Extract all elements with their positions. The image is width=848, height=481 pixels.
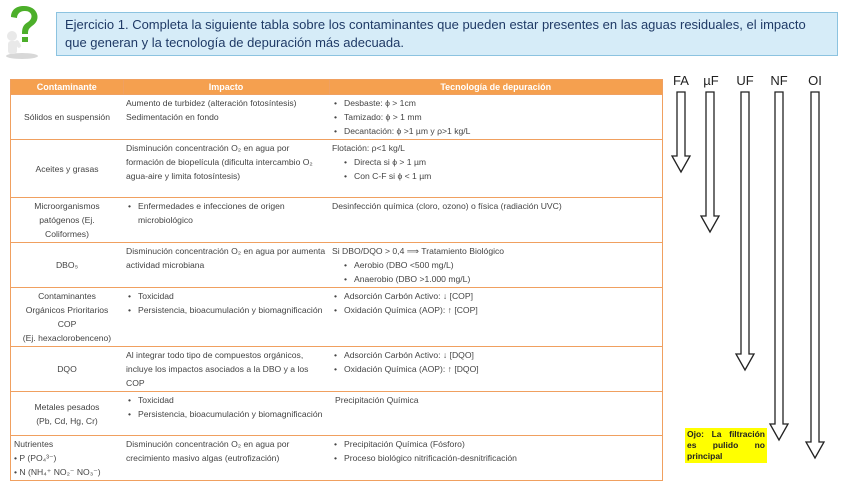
technology-cell: Flotación: ρ<1 kg/L • Directa si ϕ > 1 µm • Con C-F si ϕ < 1 µm (329, 140, 663, 198)
impact-cell: • Enfermedades e infecciones de origen microbiológico (123, 198, 329, 243)
technology-cell: Precipitación Química (329, 392, 663, 436)
contaminant-cell: DBO₅ (11, 243, 124, 288)
table-row (11, 436, 663, 481)
arrow-reverse-osmosis (806, 92, 824, 458)
filtration-arrows (660, 88, 840, 463)
column-header-impact: Impacto (123, 80, 329, 95)
technology-cell: • Adsorción Carbón Activo: ↓ [DQO] • Oxidación Química (AOP): ↑ [DQO] (329, 347, 663, 392)
technology-cell: • Precipitación Química (Fósforo) • Proceso biológico nitrificación-desnitrificación (329, 436, 663, 481)
technology-cell: Si DBO/DQO > 0,4 ⟹ Tratamiento Biológico • Aerobio (DBO <500 mg/L) • Anaerobio (DBO >1.000 mg/L) (329, 243, 663, 288)
arrow-nanofiltration (770, 92, 788, 440)
table-row (11, 243, 663, 288)
table-row (11, 288, 663, 347)
impact-cell: Disminución concentración O₂ en agua por aumenta actividad microbiana (123, 243, 329, 288)
table-header-row (11, 80, 663, 95)
impact-cell: Disminución concentración O₂ en agua por crecimiento masivo algas (eutrofización) (123, 436, 329, 481)
filtration-note: Ojo: La filtración es pulido no principal (687, 429, 765, 461)
technology-cell: Desinfección química (cloro, ozono) o física (radiación UVC) (329, 198, 663, 243)
technology-cell: • Adsorción Carbón Activo: ↓ [COP] • Oxidación Química (AOP): ↑ [COP] (329, 288, 663, 347)
label-ultrafiltration: UF (736, 73, 754, 88)
table-row (11, 347, 663, 392)
pollutants-table (10, 79, 663, 481)
exercise-instructions: Ejercicio 1. Completa la siguiente tabla sobre los contaminantes que pueden estar presentes en las aguas residuales, el impacto que generan y la tecnología de depuración más adecuada. (56, 12, 838, 56)
column-header-technology: Tecnología de depuración (329, 80, 663, 95)
contaminant-cell: Microorganismos patógenos (Ej. Coliformes) (11, 198, 124, 243)
table-row (11, 140, 663, 198)
arrow-fa (672, 92, 690, 172)
label-nanofiltration: NF (770, 73, 788, 88)
label-fa: FA (673, 73, 689, 88)
arrow-microfiltration (701, 92, 719, 232)
table-row (11, 392, 663, 436)
contaminant-cell: Metales pesados (Pb, Cd, Hg, Cr) (11, 392, 124, 436)
contaminant-cell: Contaminantes Orgánicos Prioritarios COP (Ej. hexaclorobenceno) (11, 288, 124, 347)
impact-cell: Disminución concentración O₂ en agua por formación de biopelícula (dificulta intercambio O₂ agua-aire y limita fotosíntesis) (123, 140, 329, 198)
impact-cell: • Toxicidad • Persistencia, bioacumulación y biomagnificación (123, 288, 329, 347)
label-reverse-osmosis: OI (808, 73, 822, 88)
contaminant-cell: Nutrientes • P (PO₄³⁻) • N (NH₄⁺ NO₂⁻ NO₃⁻) (11, 436, 124, 481)
impact-cell: • Toxicidad • Persistencia, bioacumulación y biomagnificación (123, 392, 329, 436)
impact-cell: Aumento de turbidez (alteración fotosíntesis) Sedimentación en fondo (123, 95, 329, 140)
contaminant-cell: Aceites y grasas (11, 140, 124, 198)
arrow-ultrafiltration (736, 92, 754, 370)
column-header-contaminant: Contaminante (11, 80, 124, 95)
contaminant-cell: DQO (11, 347, 124, 392)
impact-cell: Al integrar todo tipo de compuestos orgánicos, incluye los impactos asociados a la DBO y a los COP (123, 347, 329, 392)
table-row (11, 198, 663, 243)
contaminant-cell: Sólidos en suspensión (11, 95, 124, 140)
technology-cell: • Desbaste: ϕ > 1cm • Tamizado: ϕ > 1 mm • Decantación: ϕ >1 µm y ρ>1 kg/L (329, 95, 663, 140)
label-microfiltration: µF (703, 73, 719, 88)
question-mark-figure-icon (2, 2, 50, 60)
table-row (11, 95, 663, 140)
